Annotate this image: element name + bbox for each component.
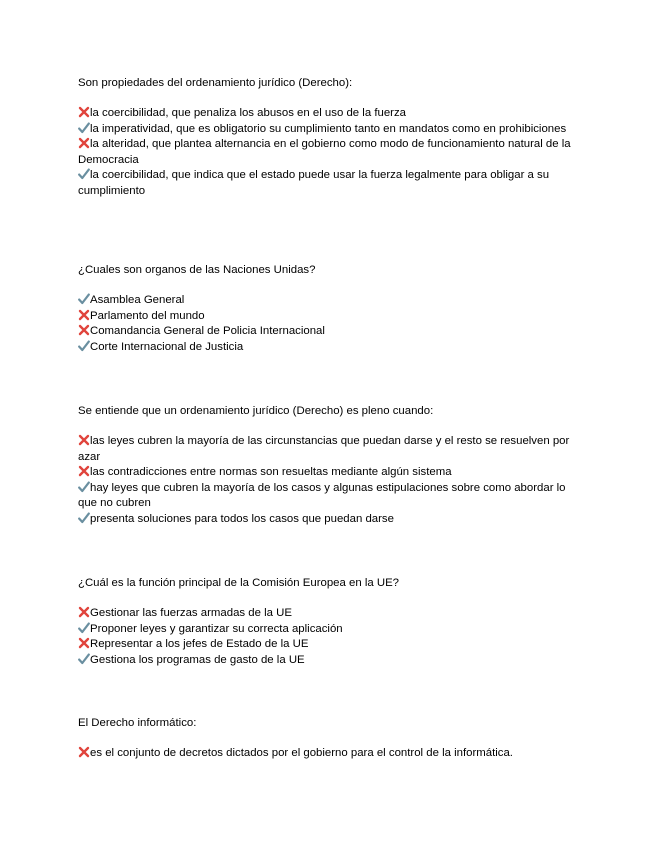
answer-item (78, 340, 583, 356)
cross-icon (78, 606, 90, 618)
cross-icon (78, 309, 90, 321)
answer-item (78, 481, 583, 512)
cross-icon (78, 106, 90, 118)
question-block (78, 75, 583, 199)
answer-item (78, 434, 583, 465)
answer-text: la alteridad, que plantea alternancia en el gobierno como modo de funcionamiento natural de la Democracia (78, 138, 571, 166)
question-block (78, 575, 583, 668)
question-block (78, 715, 583, 762)
cross-icon (78, 465, 90, 477)
question-block (78, 262, 583, 355)
check-icon (78, 168, 90, 180)
check-icon (78, 293, 90, 305)
answer-text: Asamblea General (90, 294, 185, 306)
cross-icon (78, 746, 90, 758)
answer-item (78, 168, 583, 199)
question-block (78, 403, 583, 527)
cross-icon (78, 137, 90, 149)
answer-item (78, 512, 583, 528)
cross-icon (78, 434, 90, 446)
answer-item (78, 309, 583, 325)
answer-item (78, 106, 583, 122)
question-text: ¿Cuales son organos de las Naciones Unidas? (78, 264, 316, 276)
answer-text: la coercibilidad, que penaliza los abusos en el uso de la fuerza (90, 107, 406, 119)
answer-text: Comandancia General de Policia Internacional (90, 325, 325, 337)
answer-item (78, 122, 583, 138)
question-text: Se entiende que un ordenamiento jurídico (Derecho) es pleno cuando: (78, 405, 434, 417)
answer-text: Gestiona los programas de gasto de la UE (90, 653, 305, 666)
answer-list (78, 434, 583, 527)
answer-item (78, 324, 583, 340)
check-icon (78, 481, 90, 493)
answer-item (78, 746, 583, 762)
question-text: Son propiedades del ordenamiento jurídico (Derecho): (78, 77, 353, 89)
answer-list (78, 293, 583, 355)
answer-text: Representar a los jefes de Estado de la UE (90, 638, 309, 650)
check-icon (78, 340, 90, 352)
answer-text: Proponer leyes y garantizar su correcta aplicación (90, 622, 343, 635)
check-icon (78, 653, 90, 665)
answer-list (78, 606, 583, 668)
answer-text: Corte Internacional de Justicia (90, 340, 244, 353)
answer-list (78, 106, 583, 199)
answer-item (78, 622, 583, 638)
answer-item (78, 606, 583, 622)
answer-item (78, 465, 583, 481)
answer-item (78, 137, 583, 168)
question-text: El Derecho informático: (78, 717, 197, 729)
check-icon (78, 122, 90, 134)
check-icon (78, 622, 90, 634)
answer-text: Parlamento del mundo (90, 309, 205, 322)
answer-text: la imperatividad, que es obligatorio su cumplimiento tanto en mandatos como en prohibiciones (90, 122, 567, 135)
question-text: ¿Cuál es la función principal de la Comisión Europea en la UE? (78, 577, 400, 589)
answer-text: es el conjunto de decretos dictados por el gobierno para el control de la informática. (90, 747, 513, 759)
answer-item (78, 637, 583, 653)
answer-item (78, 293, 583, 309)
check-icon (78, 512, 90, 524)
answer-text: presenta soluciones para todos los casos que puedan darse (90, 512, 394, 525)
answer-list (78, 746, 583, 762)
cross-icon (78, 637, 90, 649)
answer-text: las leyes cubren la mayoría de las circunstancias que puedan darse y el resto se resuelven por azar (78, 435, 570, 463)
answer-text: la coercibilidad, que indica que el estado puede usar la fuerza legalmente para obligar a su cumplimiento (78, 169, 550, 197)
answer-text: las contradicciones entre normas son resueltas mediante algún sistema (90, 466, 452, 478)
answer-text: hay leyes que cubren la mayoría de los casos y algunas estipulaciones sobre como abordar lo que no cubren (78, 481, 566, 509)
cross-icon (78, 324, 90, 336)
answer-item (78, 653, 583, 669)
answer-text: Gestionar las fuerzas armadas de la UE (90, 607, 292, 619)
